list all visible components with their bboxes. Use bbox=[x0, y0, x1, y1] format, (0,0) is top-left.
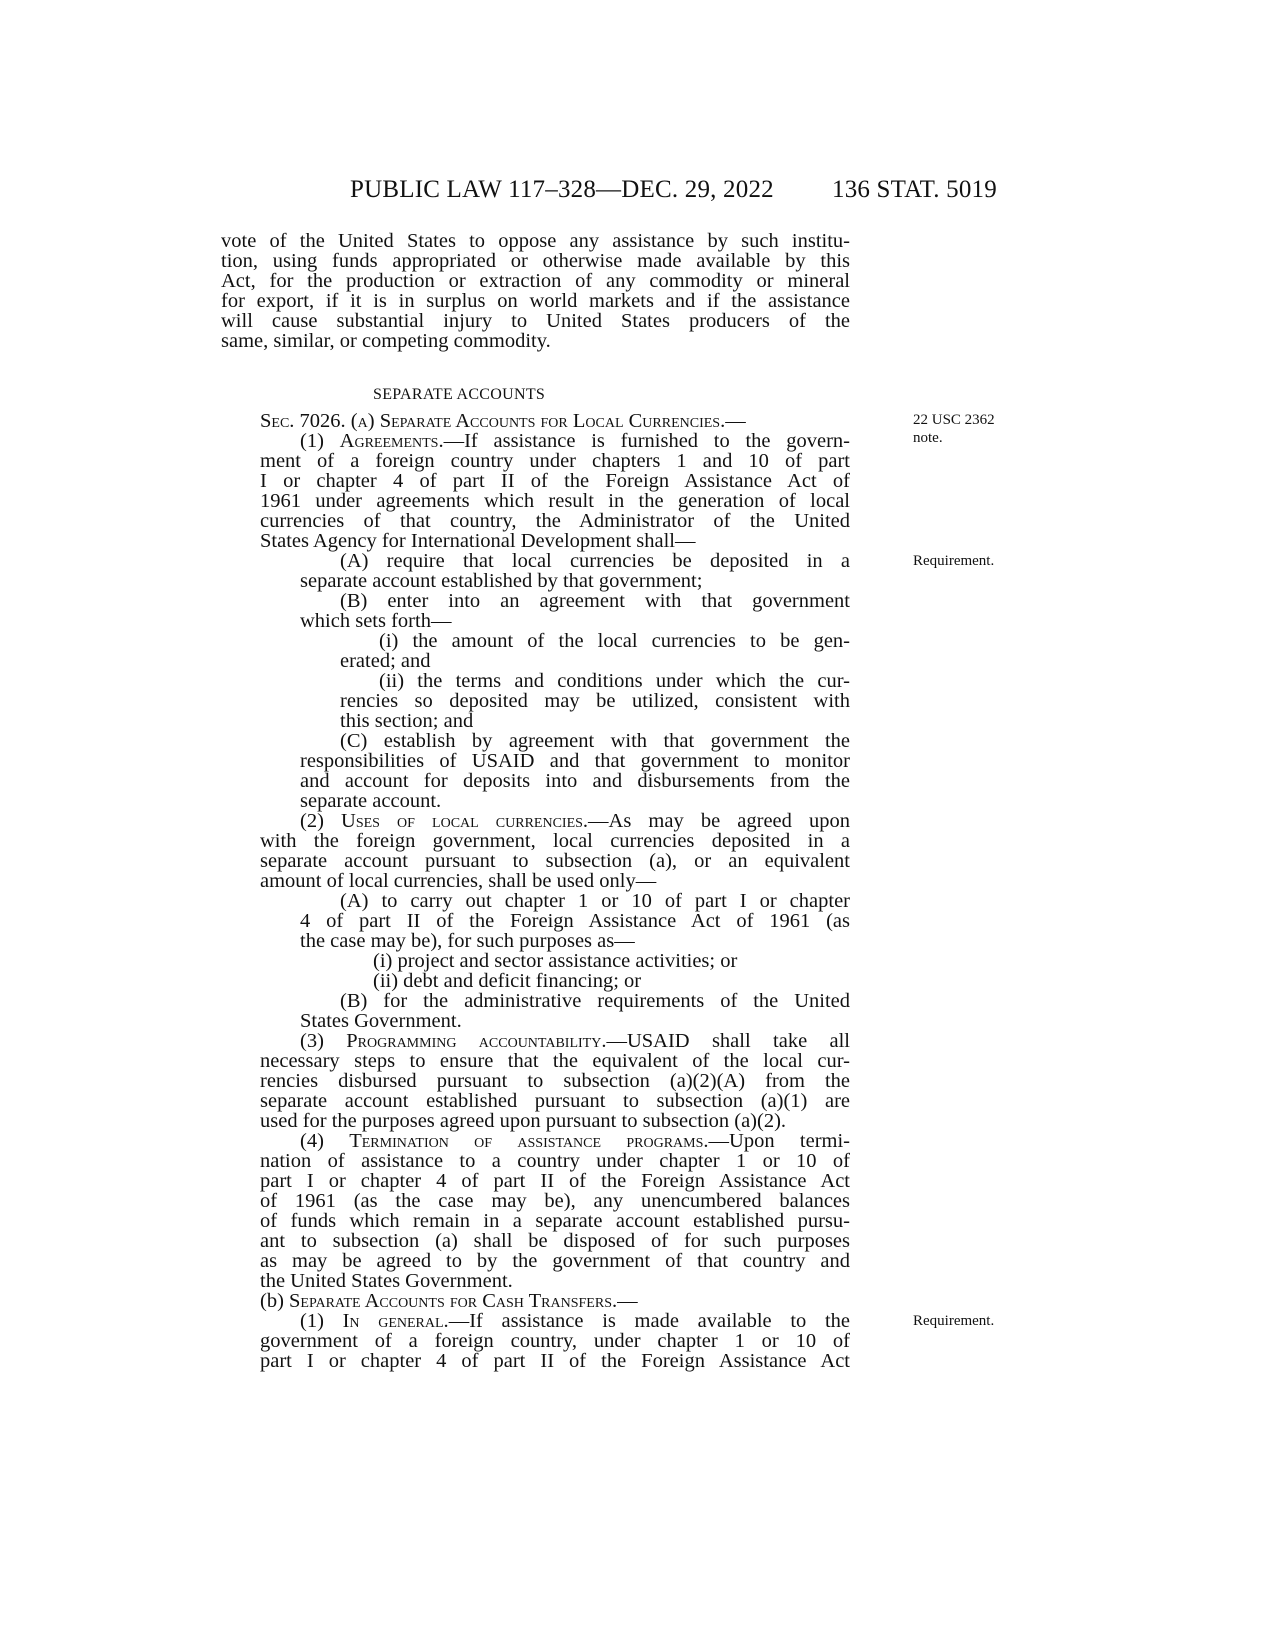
text-line: (i) project and sector assistance activities; or bbox=[373, 950, 738, 972]
text-line: for export, if it is in surplus on world markets and if the assistance bbox=[221, 290, 850, 312]
text-line: Act, for the production or extraction of any commodity or mineral bbox=[221, 270, 850, 292]
para-text: —USAID shall take all bbox=[606, 1030, 851, 1052]
text-line: as may be agreed to by the government of that country and bbox=[260, 1250, 850, 1272]
margin-usc-note: note. bbox=[913, 430, 943, 446]
text-line: which sets forth— bbox=[300, 610, 452, 632]
subsection-caption: Separate Accounts for Cash Transfers.— bbox=[289, 1290, 638, 1312]
subsection-prefix: (b) bbox=[260, 1290, 290, 1312]
text-line: same, similar, or competing commodity. bbox=[221, 330, 551, 352]
para-caption: Programming accountability. bbox=[346, 1030, 607, 1052]
running-header-page: 136 STAT. 5019 bbox=[832, 176, 997, 203]
text-line: erated; and bbox=[340, 650, 431, 672]
text-line: of funds which remain in a separate account established pursu- bbox=[260, 1210, 850, 1232]
text-line: the case may be), for such purposes as— bbox=[300, 930, 635, 952]
text-line: rencies disbursed pursuant to subsection (a)(2)(A) from the bbox=[260, 1070, 850, 1092]
text-line: rencies so deposited may be utilized, consistent with bbox=[340, 690, 850, 712]
para-text: —As may be agreed upon bbox=[588, 810, 850, 832]
text-line: ant to subsection (a) shall be disposed of for such purposes bbox=[260, 1230, 850, 1252]
text-line: (B) for the administrative requirements of the United bbox=[340, 990, 850, 1012]
text-line: currencies of that country, the Administrator of the United bbox=[260, 510, 850, 532]
paragraph-3-lead bbox=[300, 1031, 850, 1052]
text-line: responsibilities of USAID and that government to monitor bbox=[300, 750, 850, 772]
section-7026-line bbox=[260, 411, 746, 432]
text-line: and account for deposits into and disbursements from the bbox=[300, 770, 850, 792]
text-line: (ii) debt and deficit financing; or bbox=[373, 970, 642, 992]
text-line: government of a foreign country, under chapter 1 or 10 of bbox=[260, 1330, 850, 1352]
para-number: (1) bbox=[300, 430, 340, 452]
text-line: ment of a foreign country under chapters 1 and 10 of part bbox=[260, 450, 850, 472]
para-text: —Upon termi- bbox=[708, 1130, 850, 1152]
text-line: separate account pursuant to subsection (a), or an equivalent bbox=[260, 850, 850, 872]
text-line: States Government. bbox=[300, 1010, 462, 1032]
margin-usc-citation: 22 USC 2362 bbox=[913, 412, 995, 428]
section-heading: SEPARATE ACCOUNTS bbox=[373, 386, 546, 403]
paragraph-2-lead bbox=[300, 811, 850, 832]
text-line: (A) require that local currencies be deposited in a bbox=[340, 550, 850, 572]
para-number: (2) bbox=[300, 810, 342, 832]
text-line: States Agency for International Development shall— bbox=[260, 530, 696, 552]
text-line: this section; and bbox=[340, 710, 474, 732]
text-line: tion, using funds appropriated or otherwise made available by this bbox=[221, 250, 850, 272]
text-line: the United States Government. bbox=[260, 1270, 513, 1292]
text-line: necessary steps to ensure that the equivalent of the local cur- bbox=[260, 1050, 850, 1072]
para-caption: Termination of assistance programs. bbox=[349, 1130, 709, 1152]
text-line: of 1961 (as the case may be), any unencumbered balances bbox=[260, 1190, 850, 1212]
text-line: I or chapter 4 of part II of the Foreign Assistance Act of bbox=[260, 470, 850, 492]
text-line: (C) establish by agreement with that government the bbox=[340, 730, 850, 752]
margin-note-requirement: Requirement. bbox=[913, 553, 995, 569]
text-line: (A) to carry out chapter 1 or 10 of part I or chapter bbox=[340, 890, 850, 912]
text-line: amount of local currencies, shall be used only— bbox=[260, 870, 657, 892]
text-line: nation of assistance to a country under chapter 1 or 10 of bbox=[260, 1150, 850, 1172]
text-line: vote of the United States to oppose any assistance by such institu- bbox=[221, 230, 850, 252]
margin-note-requirement: Requirement. bbox=[913, 1313, 995, 1329]
running-header-title: PUBLIC LAW 117–328—DEC. 29, 2022 bbox=[350, 176, 774, 203]
para-caption: In general. bbox=[342, 1310, 449, 1332]
text-line: 1961 under agreements which result in the generation of local bbox=[260, 490, 850, 512]
section-caption: Separate Accounts for Local Currencies.— bbox=[379, 410, 746, 432]
paragraph-b1-lead bbox=[300, 1311, 850, 1332]
text-line: (i) the amount of the local currencies to be gen- bbox=[379, 630, 850, 652]
text-line: (ii) the terms and conditions under which the cur- bbox=[379, 670, 850, 692]
paragraph-4-lead bbox=[300, 1131, 850, 1152]
para-number: (1) bbox=[300, 1310, 343, 1332]
text-line: will cause substantial injury to United States producers of the bbox=[221, 310, 850, 332]
margin-note-usc bbox=[913, 411, 995, 447]
text-line: part I or chapter 4 of part II of the Foreign Assistance Act bbox=[260, 1350, 850, 1372]
text-line: separate account established pursuant to subsection (a)(1) are bbox=[260, 1090, 850, 1112]
para-caption: Agreements. bbox=[339, 430, 444, 452]
para-text: —If assistance is furnished to the govern- bbox=[443, 430, 851, 452]
para-number: (4) bbox=[300, 1130, 350, 1152]
para-caption: Uses of local currencies. bbox=[341, 810, 589, 832]
text-line: used for the purposes agreed upon pursuant to subsection (a)(2). bbox=[260, 1110, 787, 1132]
text-line: part I or chapter 4 of part II of the Foreign Assistance Act bbox=[260, 1170, 850, 1192]
text-line: (B) enter into an agreement with that government bbox=[340, 590, 850, 612]
text-line: separate account established by that government; bbox=[300, 570, 703, 592]
text-line: 4 of part II of the Foreign Assistance Act of 1961 (as bbox=[300, 910, 850, 932]
section-prefix: Sec. 7026. (a) bbox=[260, 410, 380, 432]
text-line: with the foreign government, local currencies deposited in a bbox=[260, 830, 850, 852]
subsection-b-line bbox=[260, 1291, 638, 1312]
paragraph-1-lead bbox=[300, 431, 850, 452]
text-line: separate account. bbox=[300, 790, 442, 812]
para-number: (3) bbox=[300, 1030, 347, 1052]
para-text: —If assistance is made available to the bbox=[448, 1310, 850, 1332]
